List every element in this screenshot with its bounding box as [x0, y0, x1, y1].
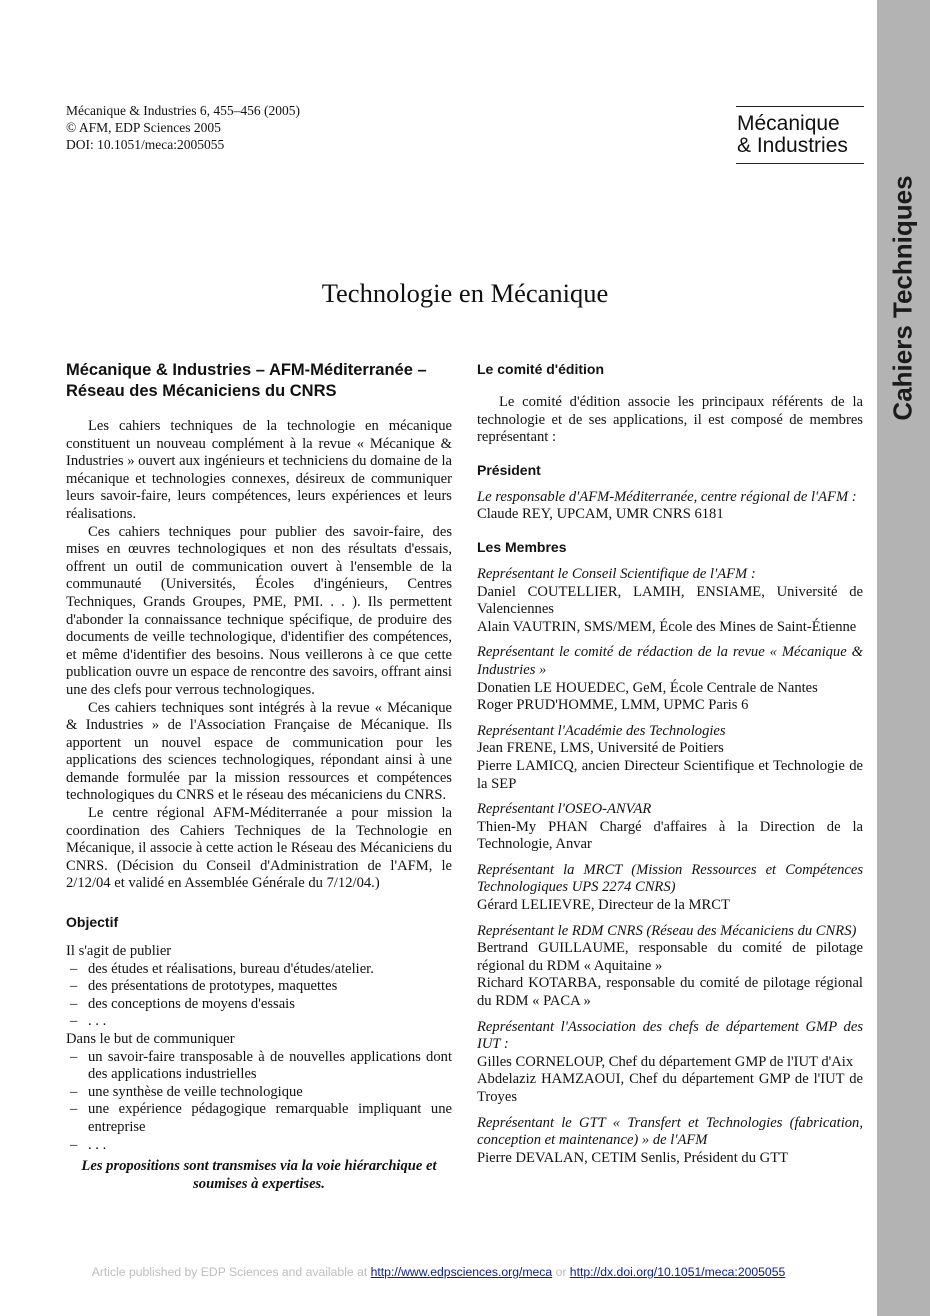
- journal-citation: Mécanique & Industries 6, 455–456 (2005): [66, 103, 300, 118]
- paragraph: Ces cahiers techniques pour publier des savoir-faire, des mises en œuvres technologiques et non des résultats d'essais, offrent un outil de communication ouvert à l'ensemble de la communauté (Universités, Écoles d'ingénieurs, Centres Techniques, Grands Groupes, PME, PMI. . . ). Ils permettent d'abonder la connaissance technique spécifique, de produire des documents de veille technologique, d'identifier des compétences, et même d'identifier des besoins. Nous veillerons à ce que cette publication ouvre un espace de rencontre des savoirs, offrant ainsi une des clefs pour verrous technologiques.: [66, 523, 452, 698]
- group-role: Représentant le GTT « Transfert et Technologies (fabrication, conception et maintenance) » de l'AFM: [477, 1114, 863, 1149]
- group-role: Représentant l'Académie des Technologies: [477, 722, 726, 739]
- group-role: Représentant l'Association des chefs de département GMP des IUT :: [477, 1018, 863, 1053]
- member-entry: Jean FRENE, LMS, Université de Poitiers: [477, 740, 724, 757]
- member-entry: Donatien LE HOUEDEC, GeM, École Centrale de Nantes: [477, 679, 818, 696]
- publish-list: [66, 961, 452, 1031]
- committee-heading: Le comité d'édition: [477, 361, 605, 377]
- publication-info: [66, 102, 300, 153]
- president-heading: Président: [477, 461, 541, 478]
- list-intro: Il s'agit de publier: [66, 943, 172, 960]
- member-entry: Gilles CORNELOUP, Chef du département GMP de l'IUT d'Aix: [477, 1053, 854, 1070]
- journal-logo: [736, 106, 864, 164]
- doi: DOI: 10.1051/meca:2005055: [66, 137, 225, 152]
- footer-prefix: Article published by EDP Sciences and available at: [91, 1265, 368, 1279]
- member-entry: Pierre DEVALAN, CETIM Senlis, Président du GTT: [477, 1149, 789, 1166]
- side-label: Cahiers Techniques: [887, 175, 918, 421]
- objectif-heading: Objectif: [66, 914, 119, 931]
- footer: [0, 1265, 877, 1279]
- section-heading: Mécanique & Industries – AFM-Méditerranée – Réseau des Mécaniciens du CNRS: [66, 361, 427, 400]
- copyright: © AFM, EDP Sciences 2005: [66, 120, 221, 135]
- president-name: Claude REY, UPCAM, UMR CNRS 6181: [477, 506, 724, 523]
- closing-note: Les propositions sont transmises via la voie hiérarchique et soumises à expertises.: [81, 1158, 437, 1192]
- member-entry: Abdelaziz HAMZAOUI, Chef du département GMP de l'IUT de Troyes: [477, 1071, 863, 1105]
- footer-or: or: [555, 1265, 567, 1279]
- member-entry: Alain VAUTRIN, SMS/MEM, École des Mines de Saint-Étienne: [477, 618, 857, 635]
- president-role: Le responsable d'AFM-Méditerranée, centre régional de l'AFM :: [477, 488, 857, 505]
- communicate-list: [66, 1049, 452, 1155]
- member-group: [477, 862, 863, 915]
- paragraph: Ces cahiers techniques sont intégrés à la revue « Mécanique & Industries » de l'Association Française de Mécanique. Ils apportent un nouvel espace de communication pour les applications des sciences technologiques, répondant ainsi à une demande formulée par la mission ressources et compétences technologiques du CNRS et le réseau des mécaniciens du CNRS.: [66, 699, 452, 804]
- list-intro: Dans le but de communiquer: [66, 1031, 235, 1047]
- list-item: – une expérience pédagogique remarquable impliquant une entreprise: [66, 1101, 452, 1136]
- logo-line-2: & Industries: [737, 134, 848, 157]
- paragraph: Les cahiers techniques de la technologie en mécanique constituent un nouveau complément à la revue « Mécanique & Industries » ouvert aux ingénieurs et techniciens du domaine de la mécanique et technologies connexes, désireux de communiquer leurs savoir-faire, leurs compétences, leurs expériences et leurs réalisations.: [66, 418, 452, 522]
- member-entry: Richard KOTARBA, responsable du comité de pilotage régional du RDM « PACA »: [477, 975, 863, 1010]
- right-column: [477, 360, 863, 1175]
- group-role: Représentant le RDM CNRS (Réseau des Mécaniciens du CNRS): [477, 922, 857, 939]
- member-entry: Daniel COUTELLIER, LAMIH, ENSIAME, Université de Valenciennes: [477, 583, 863, 618]
- logo-line-1: Mécanique: [737, 112, 840, 135]
- member-group: [477, 1019, 863, 1107]
- group-role: Représentant la MRCT (Mission Ressources et Compétences Technologiques UPS 2274 CNRS): [477, 861, 863, 896]
- group-role: Représentant le comité de rédaction de la revue « Mécanique & Industries »: [477, 644, 863, 678]
- list-item: – des études et réalisations, bureau d'études/atelier.: [66, 961, 452, 979]
- paragraph: Le centre régional AFM-Méditerranée a pour mission la coordination des Cahiers Techniques de la Technologie en Mécanique, il associe à cette action le Réseau des Mécaniciens du CNRS. (Décision du Conseil d'Administration de l'AFM, le 2/12/04 et validé en Assemblée Générale du 7/12/04.): [66, 805, 452, 892]
- member-group: [477, 801, 863, 854]
- left-column: [66, 360, 452, 1193]
- members-heading: Les Membres: [477, 538, 567, 555]
- list-item: – . . .: [66, 1013, 452, 1031]
- member-entry: Bertrand GUILLAUME, responsable du comité de pilotage régional du RDM « Aquitaine »: [477, 940, 863, 974]
- member-group: [477, 723, 863, 793]
- member-entry: Gérard LELIEVRE, Directeur de la MRCT: [477, 897, 730, 914]
- journal-link[interactable]: http://www.edpsciences.org/meca: [370, 1265, 553, 1279]
- member-entry: Thien-My PHAN Chargé d'affaires à la Direction de la Technologie, Anvar: [477, 818, 863, 853]
- member-group: [477, 923, 863, 1011]
- list-item: – des conceptions de moyens d'essais: [66, 996, 452, 1014]
- member-group: [477, 644, 863, 714]
- member-group: [477, 566, 863, 636]
- committee-intro: Le comité d'édition associe les principaux référents de la technologie et de ses applications, il est composé de membres représentant :: [477, 394, 863, 446]
- list-item: – un savoir-faire transposable à de nouvelles applications dont des applications industrielles: [66, 1049, 452, 1084]
- list-item: – . . .: [66, 1137, 452, 1155]
- list-item: – des présentations de prototypes, maquettes: [66, 978, 452, 996]
- group-role: Représentant le Conseil Scientifique de l'AFM :: [477, 565, 756, 582]
- page-title: Technologie en Mécanique: [321, 278, 609, 308]
- doi-link[interactable]: http://dx.doi.org/10.1051/meca:2005055: [569, 1265, 786, 1279]
- group-role: Représentant l'OSEO-ANVAR: [477, 801, 652, 818]
- member-entry: Roger PRUD'HOMME, LMM, UPMC Paris 6: [477, 697, 749, 714]
- list-item: – une synthèse de veille technologique: [66, 1084, 452, 1102]
- member-entry: Pierre LAMICQ, ancien Directeur Scientifique et Technologie de la SEP: [477, 757, 863, 792]
- member-group: [477, 1115, 863, 1168]
